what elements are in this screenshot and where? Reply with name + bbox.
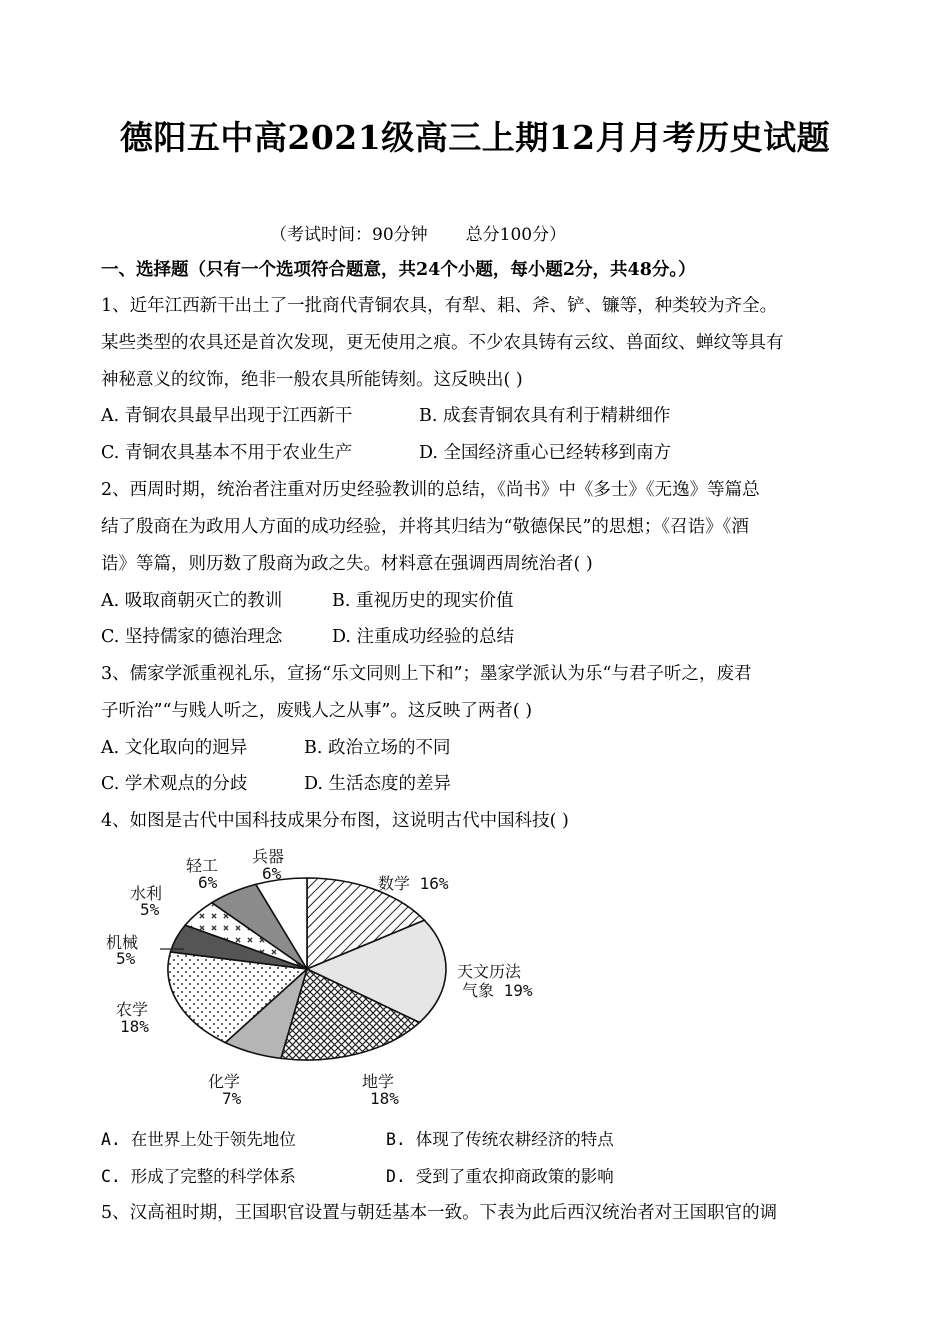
q2-options-row-2 [101, 625, 515, 649]
q3-line-1: 3、儒家学派重视礼乐，宣扬“乐文同则上下和”；墨家学派认为乐“与君子听之，废君 [101, 664, 752, 684]
exam-time: （考试时间：90分钟 [270, 225, 428, 245]
label-shuili-1: 水利 [130, 884, 163, 903]
q4-option-a[interactable]: A. 在世界上处于领先地位 [101, 1130, 296, 1149]
q4-options-row-2 [101, 1165, 614, 1189]
q3-option-c[interactable]: C. 学术观点的分歧 [101, 774, 248, 794]
q3-option-d[interactable]: D. 生活态度的差异 [304, 774, 452, 794]
label-qinggong-1: 轻工 [186, 856, 219, 875]
exam-total: 总分100分） [465, 225, 567, 245]
q2-option-a[interactable]: A. 吸取商朝灭亡的教训 [101, 591, 283, 611]
q2-option-d[interactable]: D. 注重成功经验的总结 [332, 627, 515, 647]
pie-chart [100, 838, 590, 1108]
q1-option-d[interactable]: D. 全国经济重心已经转移到南方 [419, 443, 672, 463]
label-bingqi-2: 6% [262, 864, 282, 883]
label-tianwen-2: 气象 19% [462, 981, 533, 1000]
q1-line-2: 某些类型的农具还是首次发现，更无使用之痕。不少农具铸有云纹、兽面纹、蝉纹等具有 [101, 333, 784, 353]
label-dixue-1: 地学 [362, 1072, 395, 1091]
q1-options-row-2 [101, 441, 672, 465]
label-dixue-2: 18% [370, 1089, 399, 1108]
q2-option-b[interactable]: B. 重视历史的现实价值 [332, 591, 514, 611]
q3-line-2: 子听治”“与贱人听之，废贱人之从事”。这反映了两者( ) [101, 701, 533, 721]
q4-options-row-1 [101, 1128, 614, 1152]
exam-title: 德阳五中高2021级高三上期12月月考历史试题 [119, 118, 831, 157]
q2-option-c[interactable]: C. 坚持儒家的德治理念 [101, 627, 283, 647]
label-huaxue-1: 化学 [208, 1072, 241, 1091]
q1-option-b[interactable]: B. 成套青铜农具有利于精耕细作 [419, 406, 671, 426]
label-huaxue-2: 7% [222, 1089, 242, 1108]
q4-option-b[interactable]: B. 体现了传统农耕经济的特点 [386, 1130, 614, 1149]
label-shuili-2: 5% [140, 900, 160, 919]
q1-line-3: 神秘意义的纹饰，绝非一般农具所能铸刻。这反映出( ) [101, 370, 523, 390]
label-tianwen-1: 天文历法 [457, 962, 522, 981]
q1-options-row-1 [101, 404, 671, 428]
label-jixie-1: 机械 [106, 933, 139, 952]
label-jixie-2: 5% [116, 949, 136, 968]
section-header: 一、选择题（只有一个选项符合题意，共24个小题，每小题2分，共48分。） [101, 260, 696, 280]
exam-meta [270, 220, 566, 245]
label-nongxue-2: 18% [120, 1017, 149, 1036]
q3-option-a[interactable]: A. 文化取向的迥异 [101, 738, 248, 758]
q2-line-2: 结了殷商在为政用人方面的成功经验，并将其归结为“敬德保民”的思想；《召诰》《酒 [101, 517, 749, 537]
q3-options-row-2 [101, 772, 452, 796]
q3-option-b[interactable]: B. 政治立场的不同 [304, 738, 451, 758]
q3-options-row-1 [101, 736, 451, 760]
q2-options-row-1 [101, 589, 514, 613]
q5-line-1: 5、汉高祖时期，王国职官设置与朝廷基本一致。下表为此后西汉统治者对王国职官的调 [101, 1203, 778, 1223]
q2-line-1: 2、西周时期，统治者注重对历史经验教训的总结，《尚书》中《多士》《无逸》等篇总 [101, 480, 760, 500]
q4-option-c[interactable]: C. 形成了完整的科学体系 [101, 1167, 296, 1186]
q1-option-c[interactable]: C. 青铜农具基本不用于农业生产 [101, 443, 353, 463]
q4-line-1: 4、如图是古代中国科技成果分布图，这说明古代中国科技( ) [101, 811, 569, 831]
label-shuxue: 数学 16% [378, 874, 449, 893]
label-qinggong-2: 6% [198, 873, 218, 892]
label-bingqi-1: 兵器 [252, 847, 285, 866]
label-nongxue-1: 农学 [116, 1000, 149, 1019]
q2-line-3: 诰》等篇，则历数了殷商为政之失。材料意在强调西周统治者( ) [101, 554, 593, 574]
q1-line-1: 1、近年江西新干出土了一批商代青铜农具，有犁、耜、斧、铲、镰等，种类较为齐全。 [101, 296, 778, 316]
q1-option-a[interactable]: A. 青铜农具最早出现于江西新干 [101, 406, 353, 426]
q4-option-d[interactable]: D. 受到了重农抑商政策的影响 [386, 1167, 614, 1186]
